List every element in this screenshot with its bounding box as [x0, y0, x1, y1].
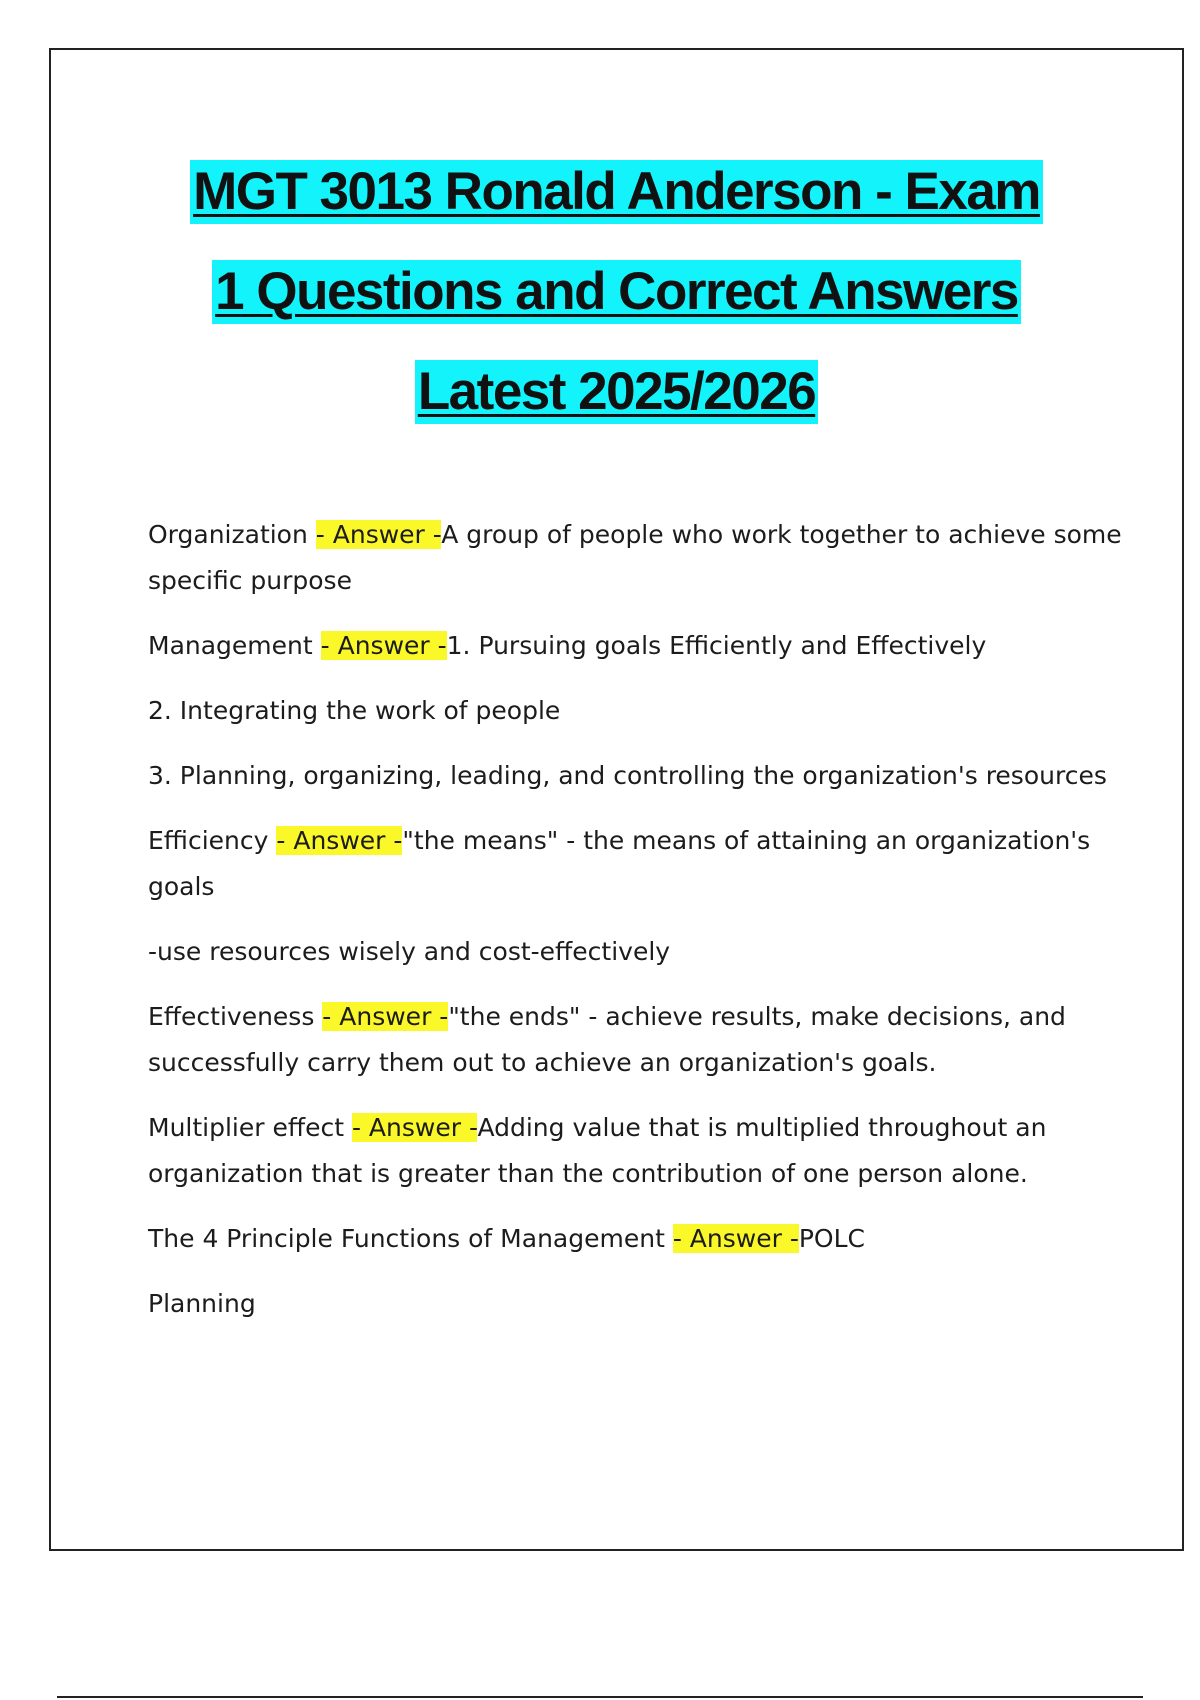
answer-marker: - Answer -	[320, 631, 447, 660]
answer-marker: - Answer -	[672, 1224, 799, 1253]
qa-entry-principle-functions	[148, 1216, 1138, 1262]
page-bottom-divider	[57, 1696, 1143, 1698]
answer-marker: - Answer -	[315, 520, 442, 549]
definition: "the means" - the means of attaining an organization's goals	[148, 826, 1091, 901]
term: Organization	[148, 520, 316, 549]
term: Effectiveness	[148, 1002, 323, 1031]
definition: Adding value that is multiplied throughout an organization that is greater than the contribution of one person alone.	[148, 1113, 1047, 1188]
qa-entry-efficiency	[148, 818, 1138, 910]
qa-list	[148, 512, 1138, 1346]
text-line: Planning	[148, 1289, 256, 1318]
text-line: 3. Planning, organizing, leading, and controlling the organization's resources	[148, 761, 1107, 790]
qa-entry-organization	[148, 512, 1138, 604]
qa-entry-management	[148, 623, 1138, 669]
term: Management	[148, 631, 321, 660]
title-line-1: MGT 3013 Ronald Anderson - Exam	[190, 160, 1043, 224]
answer-marker: - Answer -	[351, 1113, 478, 1142]
term: Efficiency	[148, 826, 277, 855]
title-line-3: Latest 2025/2026	[415, 360, 818, 424]
answer-marker: - Answer -	[276, 826, 403, 855]
qa-entry-multiplier-effect	[148, 1105, 1138, 1197]
text-line: 2. Integrating the work of people	[148, 696, 561, 725]
definition: A group of people who work together to achieve some specific purpose	[148, 520, 1122, 595]
document-page	[49, 48, 1184, 1551]
title-line-2: 1 Questions and Correct Answers	[212, 260, 1021, 324]
definition: "the ends" - achieve results, make decisions, and successfully carry them out to achieve an organization's goals.	[148, 1002, 1066, 1077]
text-line: -use resources wisely and cost-effectively	[148, 937, 671, 966]
answer-marker: - Answer -	[322, 1002, 449, 1031]
definition: POLC	[798, 1224, 865, 1253]
document-title	[51, 142, 1182, 442]
term: Multiplier effect	[148, 1113, 352, 1142]
term: The 4 Principle Functions of Management	[148, 1224, 673, 1253]
definition: 1. Pursuing goals Efficiently and Effectively	[446, 631, 987, 660]
qa-entry-effectiveness	[148, 994, 1138, 1086]
